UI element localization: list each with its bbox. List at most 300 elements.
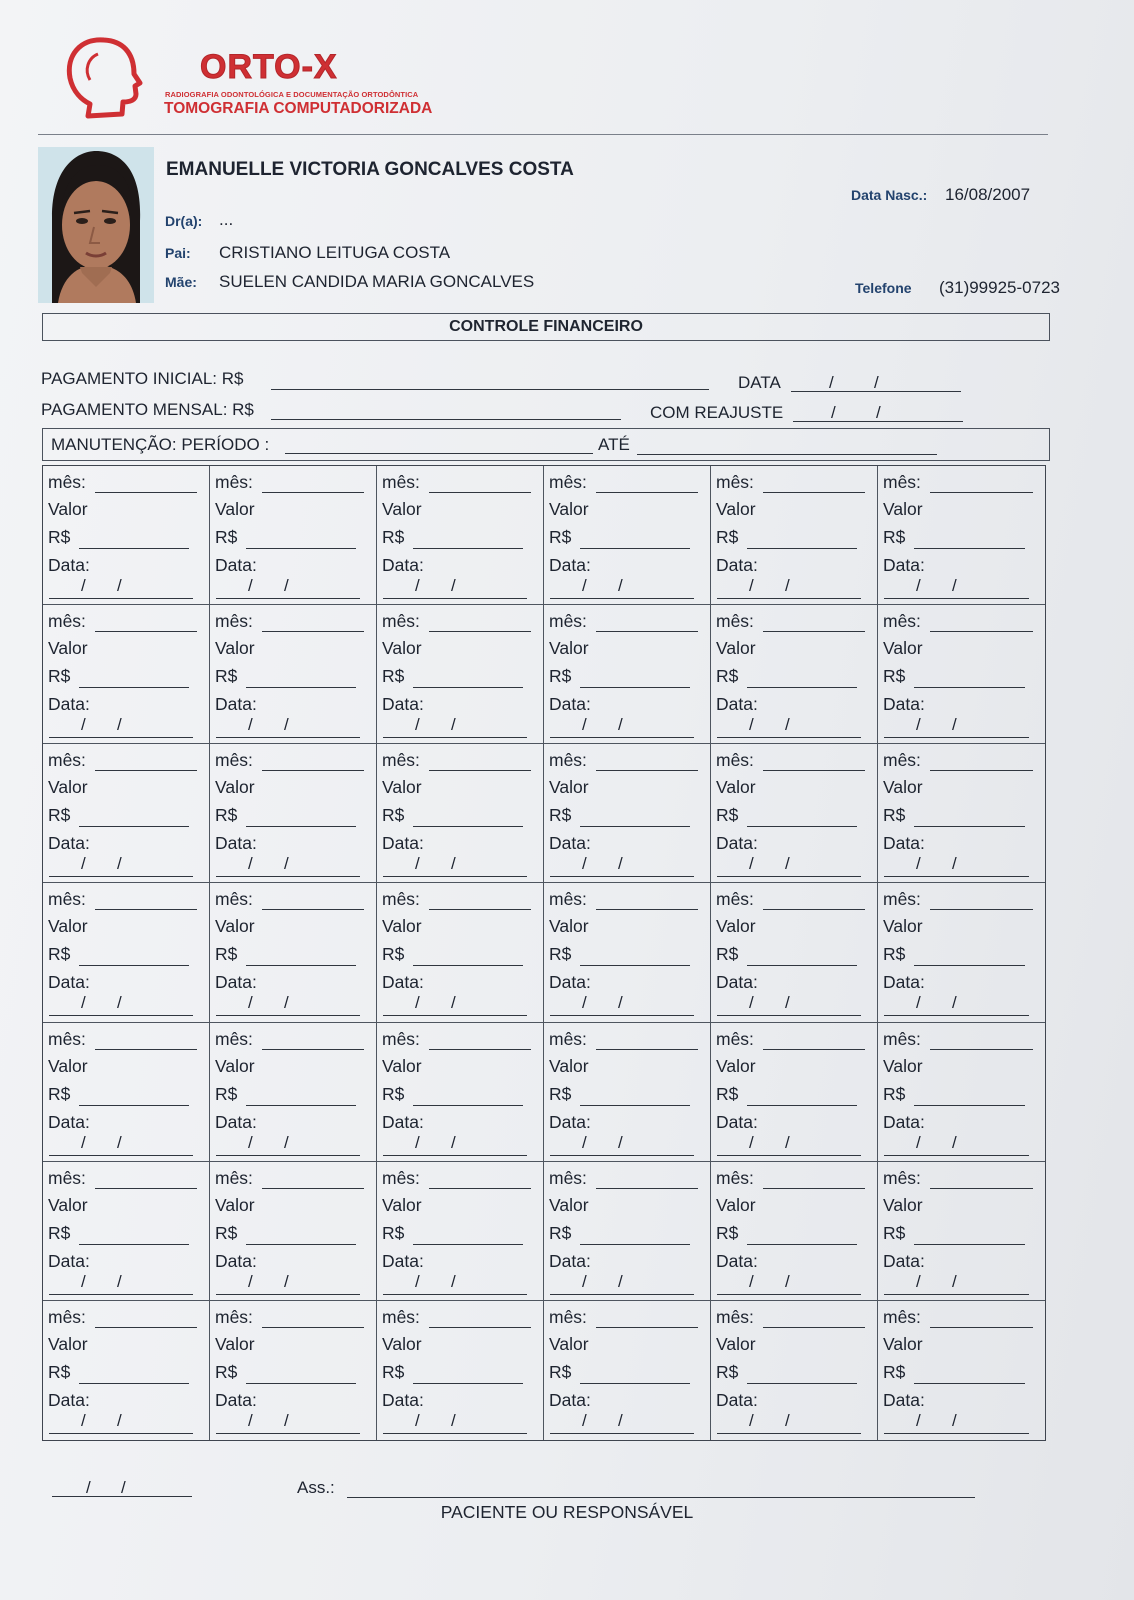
month-field[interactable] (95, 1327, 197, 1328)
value-field[interactable] (747, 965, 857, 966)
month-field[interactable] (763, 1188, 865, 1189)
date-field[interactable] (884, 1015, 1029, 1016)
date-label: Data: (716, 833, 758, 854)
date-slash: / (749, 576, 754, 595)
month-label: mês: (716, 1306, 754, 1327)
date-field[interactable] (216, 1433, 360, 1434)
currency-label: R$ (48, 1083, 71, 1104)
maintenance-label: MANUTENÇÃO: PERÍODO : (51, 435, 270, 454)
month-field[interactable] (930, 1327, 1033, 1328)
date-field[interactable] (383, 737, 527, 738)
date-slash: / (618, 715, 623, 735)
currency-label: R$ (215, 944, 238, 965)
installment-cell (711, 883, 878, 1022)
installment-cell (711, 1023, 878, 1162)
month-field[interactable] (596, 1049, 698, 1050)
month-field[interactable] (930, 909, 1033, 910)
value-label: Valor (549, 916, 589, 937)
date-slash: / (916, 1132, 921, 1152)
value-field[interactable] (79, 965, 189, 966)
currency-label: R$ (716, 1222, 739, 1243)
value-field[interactable] (246, 1383, 356, 1384)
currency-label: R$ (716, 666, 739, 687)
value-label: Valor (48, 1194, 88, 1215)
value-field[interactable] (79, 1244, 189, 1245)
date-slash: / (117, 1271, 122, 1291)
date-field[interactable] (550, 598, 694, 599)
date-slash: / (81, 1271, 86, 1291)
installment-cell (377, 1301, 544, 1440)
date-slash: / (81, 576, 86, 595)
date-label: Data: (48, 972, 90, 993)
maintenance-start-field[interactable] (285, 453, 593, 454)
currency-label: R$ (215, 1222, 238, 1243)
month-field[interactable] (429, 1049, 531, 1050)
installment-cell (43, 605, 210, 744)
date-slash: / (749, 854, 754, 874)
date-field[interactable] (216, 876, 360, 877)
month-field[interactable] (95, 770, 197, 771)
date-slash: / (415, 1132, 420, 1152)
month-field[interactable] (95, 492, 197, 493)
date-slash: / (284, 1132, 289, 1152)
date-slash: / (785, 1132, 790, 1152)
month-label: mês: (549, 472, 587, 492)
installment-cell (210, 466, 377, 605)
date-field[interactable] (717, 598, 861, 599)
month-label: mês: (382, 472, 420, 492)
doctor-label: Dr(a): (165, 213, 203, 229)
value-field[interactable] (747, 687, 857, 688)
date-slash: / (582, 1271, 587, 1291)
month-field[interactable] (429, 631, 531, 632)
currency-label: R$ (382, 1083, 405, 1104)
month-field[interactable] (763, 631, 865, 632)
date-label: Data: (883, 1389, 925, 1410)
date-field[interactable] (383, 1294, 527, 1295)
date-label: Data: (883, 972, 925, 993)
value-label: Valor (215, 638, 255, 659)
date-slash: / (785, 1410, 790, 1430)
date-field[interactable] (717, 876, 861, 877)
date-slash: / (952, 1410, 957, 1430)
month-field[interactable] (95, 631, 197, 632)
date-field[interactable] (884, 876, 1029, 877)
month-field[interactable] (596, 631, 698, 632)
value-field[interactable] (580, 965, 690, 966)
date-slash: / (952, 715, 957, 735)
installment-cell (878, 744, 1045, 883)
date-label: Data: (549, 555, 591, 575)
date-slash: / (248, 576, 253, 595)
month-field[interactable] (596, 909, 698, 910)
value-field[interactable] (914, 826, 1025, 827)
date-slash: / (618, 1271, 623, 1291)
month-label: mês: (215, 472, 253, 492)
month-label: mês: (716, 750, 754, 771)
date-field[interactable] (884, 737, 1029, 738)
installment-cell (544, 1301, 711, 1440)
month-label: mês: (716, 1028, 754, 1049)
date-field[interactable] (216, 737, 360, 738)
value-field[interactable] (246, 826, 356, 827)
installment-cell (43, 1023, 210, 1162)
month-field[interactable] (763, 909, 865, 910)
value-label: Valor (716, 1055, 756, 1076)
adjust-slash-1: / (831, 403, 836, 422)
installment-cell (544, 1162, 711, 1301)
date-slash: / (618, 1132, 623, 1152)
date-slash: / (248, 1132, 253, 1152)
month-field[interactable] (429, 909, 531, 910)
month-field[interactable] (429, 770, 531, 771)
month-field[interactable] (930, 770, 1033, 771)
value-field[interactable] (747, 548, 857, 549)
date-slash: / (749, 715, 754, 735)
value-label: Valor (48, 916, 88, 937)
value-label: Valor (883, 1194, 923, 1215)
brand-subtitle: TOMOGRAFIA COMPUTADORIZADA (164, 100, 433, 117)
installment-cell (544, 605, 711, 744)
date-field[interactable] (216, 598, 360, 599)
date-slash: / (284, 576, 289, 595)
date-field[interactable] (383, 598, 527, 599)
month-field[interactable] (763, 1327, 865, 1328)
currency-label: R$ (549, 1361, 572, 1382)
date-label: Data: (549, 1389, 591, 1410)
value-field[interactable] (413, 1383, 523, 1384)
month-field[interactable] (429, 1327, 531, 1328)
value-field[interactable] (79, 548, 189, 549)
date-field[interactable] (49, 1433, 193, 1434)
signature-field[interactable] (347, 1497, 975, 1498)
installment-cell (377, 1023, 544, 1162)
date-slash: / (284, 1271, 289, 1291)
date-label: Data: (549, 694, 591, 715)
value-label: Valor (716, 916, 756, 937)
month-label: mês: (549, 750, 587, 771)
value-label: Valor (549, 1194, 589, 1215)
value-label: Valor (382, 1055, 422, 1076)
value-label: Valor (215, 1333, 255, 1354)
date-label: Data: (382, 833, 424, 854)
head-profile-icon (60, 34, 152, 120)
date-slash: / (248, 1271, 253, 1291)
date-slash: / (451, 1410, 456, 1430)
month-label: mês: (382, 750, 420, 771)
date-slash: / (451, 576, 456, 595)
month-label: mês: (883, 1028, 921, 1049)
value-label: Valor (549, 499, 589, 519)
date-slash: / (451, 993, 456, 1013)
brand-tagline: RADIOGRAFIA ODONTOLÓGICA E DOCUMENTAÇÃO ORTODÔNTICA (165, 90, 419, 99)
date-slash: / (415, 576, 420, 595)
value-label: Valor (48, 777, 88, 798)
installment-cell (711, 1162, 878, 1301)
date-field[interactable] (884, 1294, 1029, 1295)
month-field[interactable] (930, 1188, 1033, 1189)
mother-label: Mãe: (165, 274, 197, 290)
date-field[interactable] (550, 1433, 694, 1434)
value-field[interactable] (580, 1244, 690, 1245)
currency-label: R$ (382, 1222, 405, 1243)
value-field[interactable] (79, 1383, 189, 1384)
father-label: Pai: (165, 245, 191, 261)
month-field[interactable] (262, 1049, 364, 1050)
father-value: CRISTIANO LEITUGA COSTA (219, 243, 451, 262)
date-field[interactable] (884, 1155, 1029, 1156)
date-slash: / (415, 993, 420, 1013)
date-label: Data: (549, 972, 591, 993)
initial-payment-field[interactable] (271, 389, 709, 390)
date-field[interactable] (884, 1433, 1029, 1434)
month-label: mês: (215, 611, 253, 632)
date-field[interactable] (884, 598, 1029, 599)
month-field[interactable] (262, 909, 364, 910)
value-field[interactable] (413, 548, 523, 549)
patient-name: EMANUELLE VICTORIA GONCALVES COSTA (166, 159, 574, 180)
month-field[interactable] (262, 492, 364, 493)
installment-cell (878, 466, 1045, 605)
month-label: mês: (382, 1028, 420, 1049)
month-field[interactable] (596, 770, 698, 771)
date-field[interactable] (717, 737, 861, 738)
value-label: Valor (215, 499, 255, 519)
date-field[interactable] (49, 737, 193, 738)
month-label: mês: (48, 1306, 86, 1327)
value-field[interactable] (246, 687, 356, 688)
date-slash: / (618, 854, 623, 874)
currency-label: R$ (382, 944, 405, 965)
value-field[interactable] (413, 687, 523, 688)
date-label: Data: (48, 1250, 90, 1271)
month-field[interactable] (95, 1049, 197, 1050)
month-label: mês: (215, 750, 253, 771)
month-field[interactable] (262, 770, 364, 771)
date-field[interactable] (49, 598, 193, 599)
date-field[interactable] (717, 1015, 861, 1016)
value-label: Valor (549, 638, 589, 659)
date-slash: / (916, 1410, 921, 1430)
signature-label: Ass.: (297, 1478, 335, 1497)
date-label: Data: (382, 972, 424, 993)
date-field[interactable] (717, 1294, 861, 1295)
date-slash: / (916, 1271, 921, 1291)
value-label: Valor (48, 1333, 88, 1354)
date-label: Data: (716, 1111, 758, 1132)
date-slash: / (582, 993, 587, 1013)
value-field[interactable] (246, 1105, 356, 1106)
date-field[interactable] (49, 1015, 193, 1016)
date-slash: / (952, 576, 957, 595)
date-label: Data: (549, 833, 591, 854)
date-field[interactable] (216, 1155, 360, 1156)
value-field[interactable] (914, 687, 1025, 688)
date-field[interactable] (550, 737, 694, 738)
value-label: Valor (883, 916, 923, 937)
date-slash: / (618, 993, 623, 1013)
date-label: Data: (48, 555, 90, 575)
value-field[interactable] (914, 548, 1025, 549)
value-field[interactable] (914, 1244, 1025, 1245)
installment-cell (878, 883, 1045, 1022)
month-field[interactable] (262, 1188, 364, 1189)
installment-cell (878, 1162, 1045, 1301)
section-title: CONTROLE FINANCEIRO (42, 313, 1050, 341)
month-label: mês: (48, 472, 86, 492)
value-field[interactable] (79, 826, 189, 827)
date-slash: / (582, 1132, 587, 1152)
currency-label: R$ (883, 527, 906, 547)
installment-cell (43, 1301, 210, 1440)
installment-cell (377, 1162, 544, 1301)
date-slash: / (248, 993, 253, 1013)
value-field[interactable] (914, 1383, 1025, 1384)
date-field[interactable] (550, 1015, 694, 1016)
date-field[interactable] (49, 1155, 193, 1156)
month-field[interactable] (596, 492, 698, 493)
value-label: Valor (549, 1333, 589, 1354)
date-label: Data: (48, 833, 90, 854)
month-label: mês: (716, 1167, 754, 1188)
date-slash: / (451, 1132, 456, 1152)
date-label: Data: (382, 1250, 424, 1271)
date-field[interactable] (383, 876, 527, 877)
month-field[interactable] (763, 492, 865, 493)
currency-label: R$ (215, 666, 238, 687)
date-field[interactable] (383, 1155, 527, 1156)
month-field[interactable] (930, 492, 1033, 493)
date-label: Data: (883, 833, 925, 854)
value-label: Valor (883, 1055, 923, 1076)
monthly-payment-field[interactable] (271, 419, 621, 420)
value-field[interactable] (580, 1105, 690, 1106)
value-label: Valor (215, 1194, 255, 1215)
month-field[interactable] (95, 909, 197, 910)
installment-cell (711, 466, 878, 605)
currency-label: R$ (883, 1083, 906, 1104)
currency-label: R$ (48, 666, 71, 687)
month-label: mês: (48, 889, 86, 910)
value-field[interactable] (914, 965, 1025, 966)
month-label: mês: (48, 611, 86, 632)
date-label: Data: (215, 555, 257, 575)
month-label: mês: (883, 1167, 921, 1188)
date-field[interactable] (216, 1015, 360, 1016)
month-label: mês: (716, 889, 754, 910)
month-field[interactable] (596, 1327, 698, 1328)
value-label: Valor (883, 1333, 923, 1354)
month-field[interactable] (429, 1188, 531, 1189)
date-field[interactable] (550, 876, 694, 877)
month-field[interactable] (930, 631, 1033, 632)
value-field[interactable] (79, 687, 189, 688)
date-slash: / (785, 715, 790, 735)
date-slash: / (284, 715, 289, 735)
date-field[interactable] (550, 1155, 694, 1156)
month-field[interactable] (763, 1049, 865, 1050)
currency-label: R$ (215, 527, 238, 547)
month-field[interactable] (262, 1327, 364, 1328)
date-label: Data: (716, 1389, 758, 1410)
date-field[interactable] (216, 1294, 360, 1295)
value-field[interactable] (747, 1244, 857, 1245)
value-field[interactable] (747, 826, 857, 827)
month-label: mês: (549, 1306, 587, 1327)
month-field[interactable] (95, 1188, 197, 1189)
date-field[interactable] (717, 1155, 861, 1156)
month-label: mês: (883, 611, 921, 632)
date-label: Data: (883, 1250, 925, 1271)
value-field[interactable] (580, 548, 690, 549)
date-field[interactable] (49, 876, 193, 877)
value-field[interactable] (413, 826, 523, 827)
date-slash: / (451, 854, 456, 874)
month-label: mês: (549, 1167, 587, 1188)
adjust-slash-2: / (876, 403, 881, 422)
date-slash: / (785, 576, 790, 595)
value-field[interactable] (747, 1383, 857, 1384)
month-label: mês: (382, 889, 420, 910)
value-field[interactable] (580, 687, 690, 688)
installment-cell (377, 744, 544, 883)
value-field[interactable] (79, 1105, 189, 1106)
date-label: Data: (48, 1111, 90, 1132)
date-field[interactable] (550, 1294, 694, 1295)
value-field[interactable] (914, 1105, 1025, 1106)
month-field[interactable] (262, 631, 364, 632)
month-field[interactable] (763, 770, 865, 771)
date-label: Data: (215, 1111, 257, 1132)
date-field[interactable] (383, 1015, 527, 1016)
date-slash: / (81, 1410, 86, 1430)
month-field[interactable] (429, 492, 531, 493)
date-label: Data: (883, 694, 925, 715)
date-slash: / (785, 993, 790, 1013)
date-label: Data: (215, 833, 257, 854)
value-field[interactable] (413, 1105, 523, 1106)
date-slash: / (618, 576, 623, 595)
date-field[interactable] (383, 1433, 527, 1434)
date-field[interactable] (717, 1433, 861, 1434)
date-label: Data: (215, 694, 257, 715)
date-slash: / (952, 1132, 957, 1152)
currency-label: R$ (549, 527, 572, 547)
date-slash: / (284, 1410, 289, 1430)
date-field[interactable] (49, 1294, 193, 1295)
value-field[interactable] (246, 548, 356, 549)
value-field[interactable] (580, 1383, 690, 1384)
value-label: Valor (716, 499, 756, 519)
month-field[interactable] (596, 1188, 698, 1189)
date-label: Data: (382, 694, 424, 715)
maintenance-end-field[interactable] (637, 454, 937, 455)
currency-label: R$ (883, 1361, 906, 1382)
date-slash: / (117, 576, 122, 595)
value-field[interactable] (246, 965, 356, 966)
value-field[interactable] (580, 826, 690, 827)
value-label: Valor (382, 916, 422, 937)
currency-label: R$ (716, 805, 739, 826)
value-field[interactable] (747, 1105, 857, 1106)
value-field[interactable] (246, 1244, 356, 1245)
value-label: Valor (48, 499, 88, 519)
value-field[interactable] (413, 1244, 523, 1245)
month-field[interactable] (930, 1049, 1033, 1050)
currency-label: R$ (549, 1083, 572, 1104)
value-field[interactable] (413, 965, 523, 966)
brand-name: ORTO-X (200, 48, 338, 86)
